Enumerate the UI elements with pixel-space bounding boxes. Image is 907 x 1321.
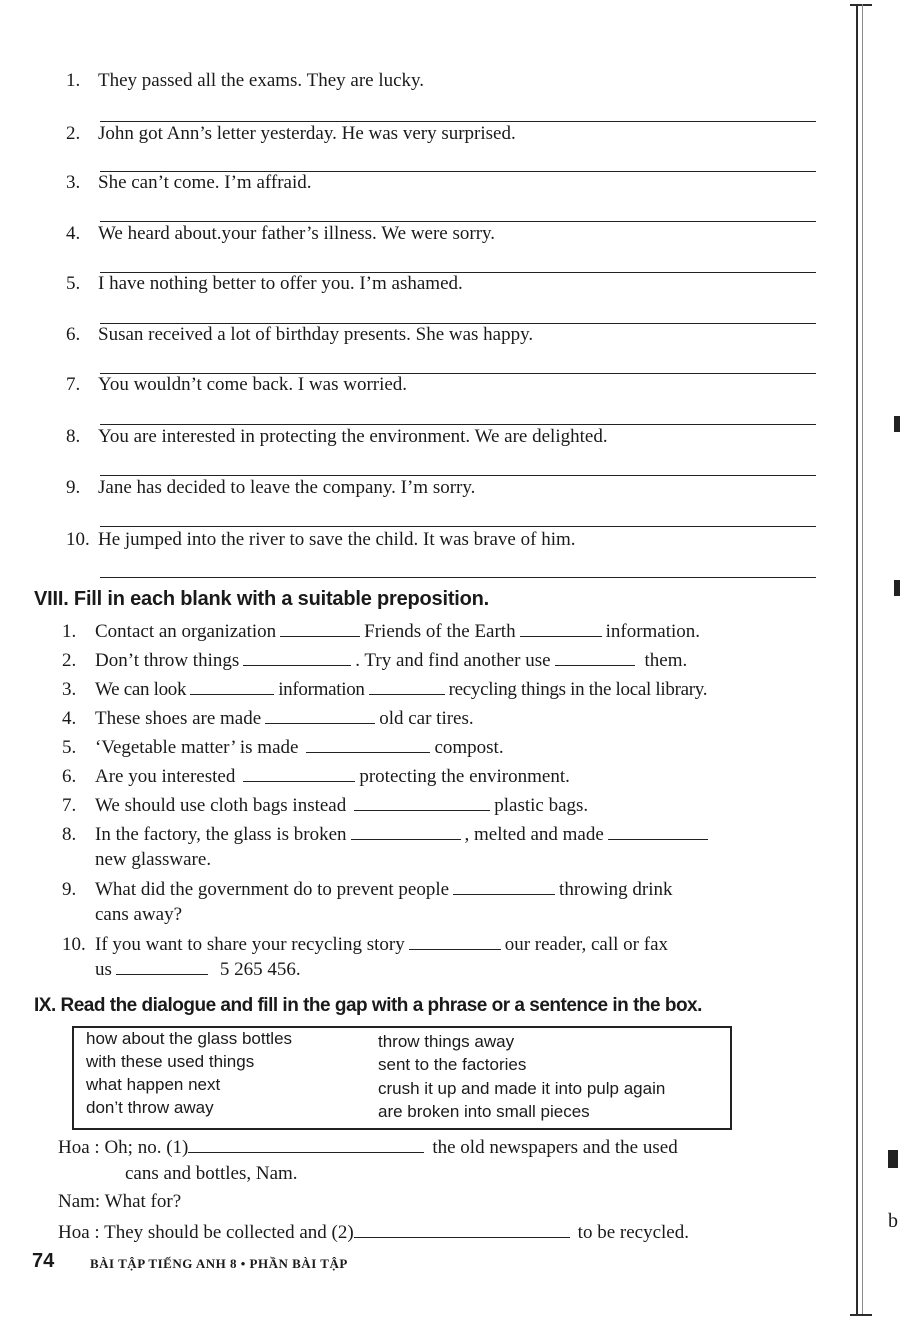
exercise-item: 8. In the factory, the glass is broken , melted and made new glassware.	[62, 822, 822, 874]
answer-blank[interactable]	[351, 825, 461, 840]
phrase-option: crush it up and made it into pulp again	[378, 1079, 666, 1098]
dialogue-line: Nam: What for?	[58, 1191, 182, 1212]
phrase-option: are broken into small pieces	[378, 1102, 590, 1121]
answer-line[interactable]	[100, 526, 816, 527]
phrase-option: throw things away	[378, 1032, 515, 1051]
answer-blank[interactable]	[306, 738, 430, 753]
answer-blank[interactable]	[608, 825, 708, 840]
answer-blank[interactable]	[453, 880, 555, 895]
answer-blank[interactable]	[409, 935, 501, 950]
phrase-option: don’t throw away	[86, 1098, 214, 1117]
answer-blank[interactable]	[243, 767, 355, 782]
answer-line[interactable]	[100, 475, 816, 476]
section-heading-viii: VIII. Fill in each blank with a suitable preposition.	[34, 588, 490, 610]
exercise-item: 3. She can’t come. I’m affraid.	[66, 172, 312, 193]
answer-blank[interactable]	[280, 622, 360, 637]
answer-blank[interactable]	[243, 651, 351, 666]
binding-mark	[894, 416, 900, 432]
answer-line[interactable]	[100, 424, 816, 425]
speaker-name: Hoa	[58, 1222, 90, 1243]
answer-blank[interactable]	[369, 680, 445, 695]
answer-blank[interactable]	[354, 1223, 570, 1238]
answer-blank[interactable]	[354, 796, 490, 811]
exercise-item: 6. Susan received a lot of birthday presents. She was happy.	[66, 324, 534, 345]
answer-line[interactable]	[100, 221, 816, 222]
margin-letter: b	[888, 1210, 898, 1232]
book-title: BÀI TẬP TIẾNG ANH 8 • PHẦN BÀI TẬP	[90, 1256, 348, 1271]
section-heading-ix: IX. Read the dialogue and fill in the gap with a phrase or a sentence in the box.	[34, 995, 702, 1016]
exercise-item: 10. If you want to share your recycling story our reader, call or fax us 5 265 456.	[62, 934, 668, 980]
exercise-item: 1. They passed all the exams. They are lucky.	[66, 70, 425, 91]
binding-mark	[888, 1150, 898, 1168]
dialogue-line: Hoa : Oh; no. (1) the old newspapers and the used	[58, 1137, 678, 1158]
phrase-option: how about the glass bottles	[86, 1029, 293, 1048]
exercise-item: 9. Jane has decided to leave the company. I’m sorry.	[66, 477, 476, 498]
answer-line[interactable]	[100, 121, 816, 122]
exercise-item: 10. He jumped into the river to save the child. It was brave of him.	[66, 529, 576, 550]
dialogue-line: Hoa : They should be collected and (2) to be recycled.	[58, 1222, 689, 1243]
page-number: 74	[32, 1250, 55, 1272]
exercise-item: 9. What did the government do to prevent people throwing drink cans away?	[62, 879, 673, 925]
page-binding-edge	[850, 0, 872, 1321]
answer-line[interactable]	[100, 577, 816, 578]
exercise-item: 7. You wouldn’t come back. I was worried.	[66, 374, 408, 395]
speaker-name: Hoa	[58, 1137, 90, 1158]
phrase-option: what happen next	[86, 1075, 221, 1094]
answer-blank[interactable]	[116, 960, 208, 975]
exercise-item: 5. I have nothing better to offer you. I’m ashamed.	[66, 273, 463, 294]
dialogue-line-cont: cans and bottles, Nam.	[125, 1163, 298, 1184]
answer-blank[interactable]	[188, 1138, 424, 1153]
phrase-option: sent to the factories	[378, 1055, 527, 1074]
answer-blank[interactable]	[265, 709, 375, 724]
answer-blank[interactable]	[520, 622, 602, 637]
speaker-name: Nam:	[58, 1191, 101, 1212]
workbook-page: b 1. They passed all the exams. They are lucky. 2. John got Ann’s letter yesterday. He was very surprised. 3. She can’t come. I’m affraid. 4. We heard about.your father’s illness. We were sorry. 5. I have nothing better to offer you. I’m ashamed. 6. Susan received a lot of birthday presents. She was happy. 7. You wouldn’t come back. I was worried. 8. You are interested in protecting the environment. We are delighted. 9. Jane has decided to leave the company. I’m sorry. 10. He jumped into the river to save the child. It was brave of him. VIII. Fill in each blank with a suitable preposition. 1. Contact an organization Friends of the Earth information. 2. Don’t throw things . Try and find another use them. 3. We can look information recycling things in the local library. 4. These shoes are made old car tires. 5. ‘Vegetable matter’ is made compost. 6. Are you interested protecting the environment. 7. We should use cloth bags instead plastic bags. 8. In the factory, the glass is broken , melted and made new glassware. 9. What did the government do to prevent people throwing drink cans away? 10. If you want to share your recycling story our reader, call or fax us 5 265 456. IX. Read the dialogue and fill in the gap with a phrase or a sentence in the box. how about the glass bottles with these used things what happen next don’t throw away throw things away sent to the factories crush it up and made it into pulp again are broken into small pieces Hoa : Oh; no. (1) the old newspapers and the used cans and bottles, Nam. Nam: What for? Hoa : They should be collected and (2) to be recycled. 74 BÀI TẬP TIẾNG ANH 8 • PHẦN BÀI TẬP	[0, 0, 907, 1321]
answer-blank[interactable]	[190, 680, 274, 695]
binding-mark	[894, 580, 900, 596]
answer-blank[interactable]	[555, 651, 635, 666]
phrase-option: with these used things	[86, 1052, 255, 1071]
exercise-item: 8. You are interested in protecting the environment. We are delighted.	[66, 426, 608, 447]
exercise-item: 2. John got Ann’s letter yesterday. He was very surprised.	[66, 123, 516, 144]
exercise-item: 4. We heard about.your father’s illness. We were sorry.	[66, 223, 496, 244]
